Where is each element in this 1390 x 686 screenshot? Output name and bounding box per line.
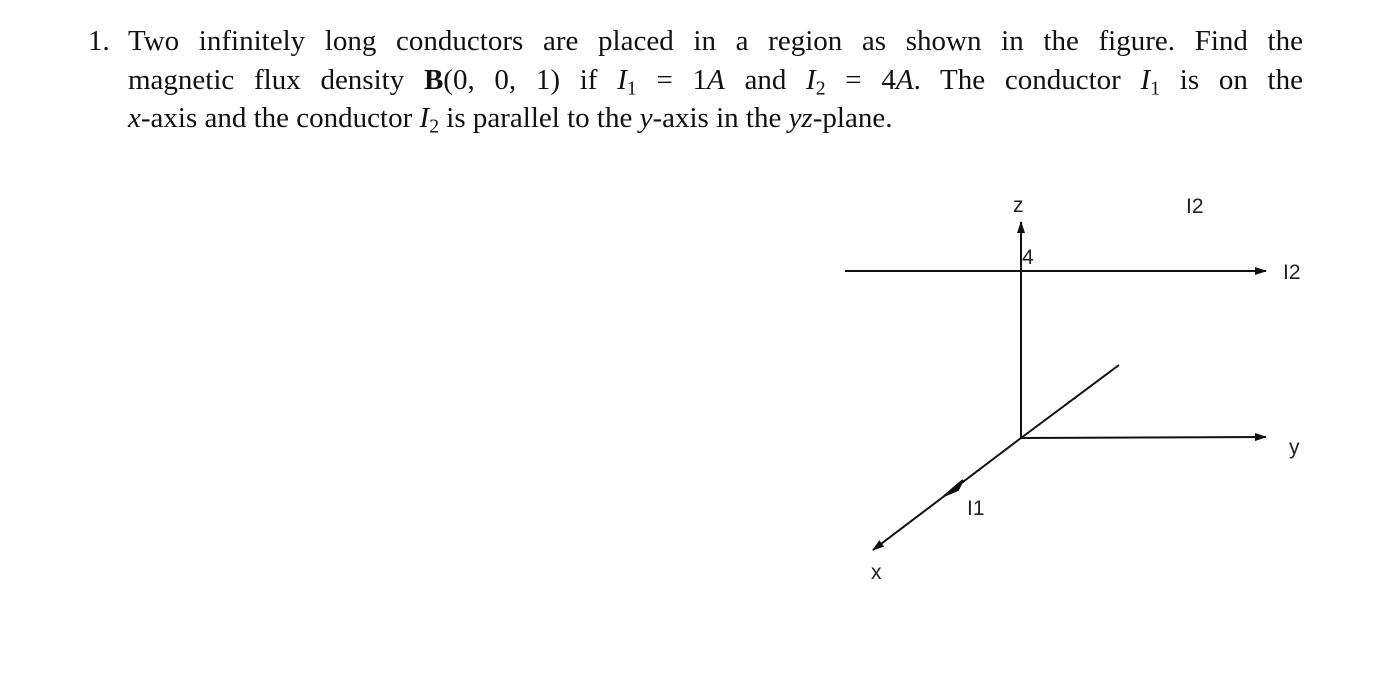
current-symbol: I xyxy=(617,63,627,96)
text-fragment: is parallel to the xyxy=(439,102,640,134)
current-symbol: I xyxy=(1140,63,1151,96)
text-fragment: . The conductor xyxy=(913,63,1141,96)
i1-label: I1 xyxy=(967,497,985,520)
text-fragment: is on the xyxy=(1160,63,1303,96)
problem-number: 1. xyxy=(88,25,110,57)
i1-current-arrow xyxy=(944,480,963,496)
vector-b: B xyxy=(423,63,444,96)
i2-top-label: I2 xyxy=(1186,195,1204,218)
axis-symbol: x xyxy=(128,102,141,134)
subscript: 1 xyxy=(626,77,637,100)
y-axis-label: y xyxy=(1289,436,1300,459)
i2-right-label: I2 xyxy=(1283,261,1301,284)
problem-line-1: Two infinitely long conductors are placed in a region as shown in the figure. Find the xyxy=(128,25,1303,57)
text-fragment: and xyxy=(724,63,807,96)
subscript: 2 xyxy=(429,115,440,138)
text-fragment: -axis and the conductor xyxy=(140,102,420,134)
text-fragment: = 4 xyxy=(825,63,896,96)
text-fragment: = 1 xyxy=(636,63,708,96)
text-fragment: magnetic flux density xyxy=(128,63,424,96)
subscript: 1 xyxy=(1150,77,1161,100)
y-axis-line xyxy=(1021,437,1266,438)
text-fragment: (0, 0, 1) if xyxy=(443,63,618,96)
x-axis-back-line xyxy=(1021,365,1119,438)
text-fragment: -plane. xyxy=(812,102,893,134)
current-symbol: I xyxy=(419,102,430,134)
axis-symbol: y xyxy=(639,102,653,134)
height-4-label: 4 xyxy=(1022,246,1034,269)
plane-symbol: yz xyxy=(788,102,813,134)
unit-symbol: A xyxy=(895,63,914,96)
text-fragment: -axis in the xyxy=(652,102,789,134)
x-axis-label: x xyxy=(871,561,882,584)
subscript: 2 xyxy=(815,77,826,100)
unit-symbol: A xyxy=(707,63,725,96)
z-axis-label: z xyxy=(1013,194,1024,217)
current-symbol: I xyxy=(806,63,816,96)
